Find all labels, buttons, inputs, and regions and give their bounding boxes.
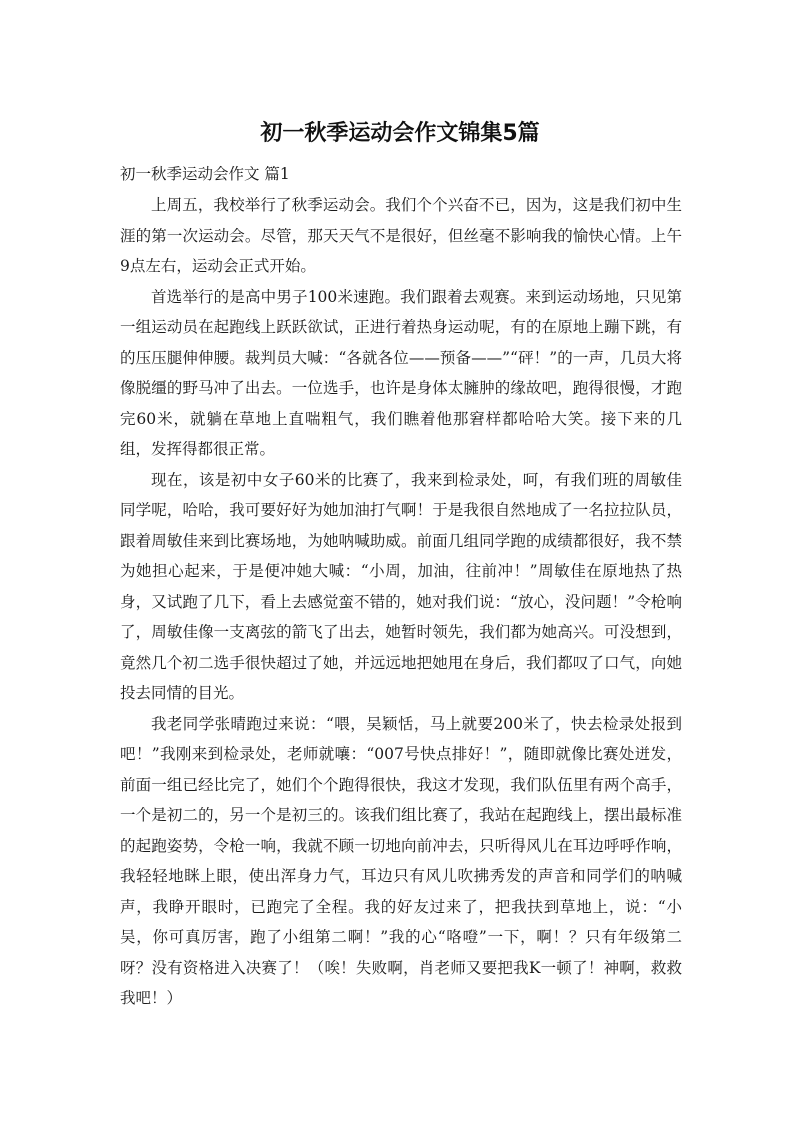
paragraph-3: 现在，该是初中女子60米的比赛了，我来到检录处，呵，有我们班的周敏佳同学呢，哈哈，我可要好好为她加油打气啊！于是我很自然地成了一名拉拉队员，跟着周敏佳来到比赛场地，为她呐喊助威。前面几组同学跑的成绩都很好，我不禁为她担心起来，于是便冲她大喊：“小周，加油，往前冲！”周敏佳在原地热了热身，又试跑了几下，看上去感觉蛮不错的，她对我们说：“放心，没问题！”令枪响了，周敏佳像一支离弦的箭飞了出去，她暂时领先，我们都为她高兴。可没想到，竟然几个初二选手很快超过了她，并远远地把她甩在身后，我们都叹了口气，向她投去同情的目光。 bbox=[120, 470, 682, 702]
paragraph-2: 首选举行的是高中男子100米速跑。我们跟着去观赛。来到运动场地，只见第一组运动员在起跑线上跃跃欲试，正进行着热身运动呢，有的在原地上蹦下跳，有的压压腿伸伸腰。裁判员大喊：“各就各位——预备——”“砰！”的一声，几员大将像脱缰的野马冲了出去。一位选手，也许是身体太臃肿的缘故吧，跑得很慢，才跑完60米，就躺在草地上直喘粗气，我们瞧着他那窘样都哈哈大笑。接下来的几组，发挥得都很正常。 bbox=[120, 287, 682, 458]
article-body bbox=[120, 190, 682, 1014]
document-title: 初一秋季运动会作文锦集5篇 bbox=[260, 121, 540, 146]
paragraph-1: 上周五，我校举行了秋季运动会。我们个个兴奋不已，因为，这是我们初中生涯的第一次运动会。尽管，那天天气不是很好，但丝毫不影响我的愉快心情。上午9点左右，运动会正式开始。 bbox=[120, 196, 682, 275]
paragraph-4: 我老同学张晴跑过来说：“喂，吴颖恬，马上就要200米了，快去检录处报到吧！”我刚来到检录处，老师就嚷：“007号快点排好！”，随即就像比赛处迸发，前面一组已经比完了，她们个个跑得很快，我这才发现，我们队伍里有两个高手，一个是初二的，另一个是初三的。该我们组比赛了，我站在起跑线上，摆出最标准的起跑姿势，令枪一响，我就不顾一切地向前冲去，只听得风儿在耳边呼呼作响，我轻轻地眯上眼，使出浑身力气，耳边只有风儿吹拂秀发的声音和同学们的呐喊声，我睁开眼时，已跑完了全程。我的好友过来了，把我扶到草地上，说：“小吴，你可真厉害，跑了小组第二啊！”我的心“咯噔”一下，啊！？只有年级第二呀？没有资格进入决赛了！（唉！失败啊，肖老师又要把我K一顿了！神啊，救救我吧！） bbox=[120, 714, 682, 1007]
section-heading: 初一秋季运动会作文 篇1 bbox=[120, 165, 290, 183]
